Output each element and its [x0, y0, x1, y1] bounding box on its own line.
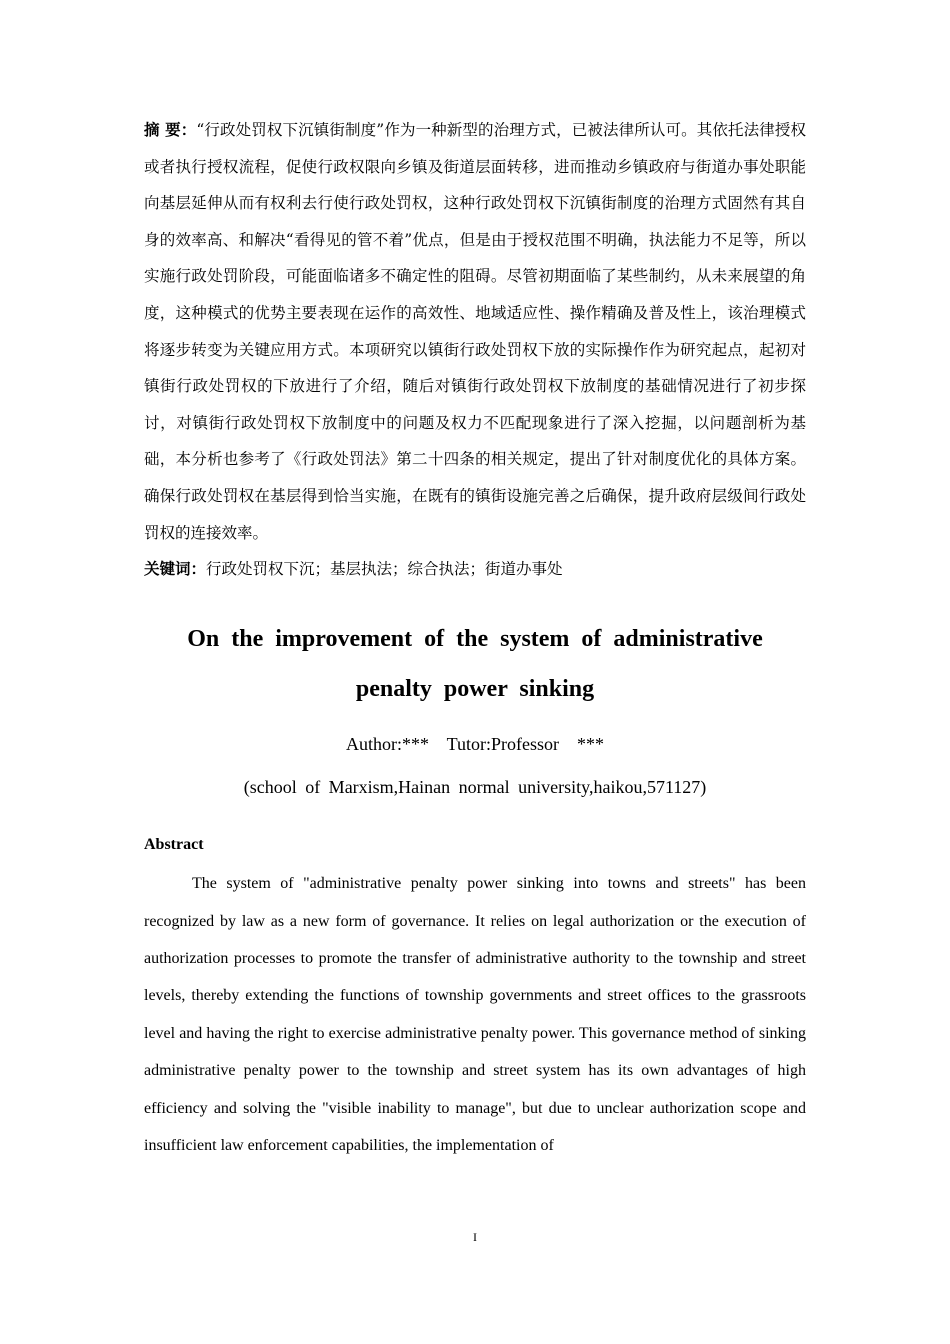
affiliation-line: (school of Marxism,Hainan normal university,haikou,571127): [243, 777, 707, 798]
english-abstract-heading: Abstract: [144, 836, 204, 854]
chinese-keywords-label: 关键词：: [144, 560, 207, 579]
chinese-abstract: [144, 112, 806, 551]
chinese-abstract-text: “行政处罚权下沉镇街制度”作为一种新型的治理方式，已被法律所认可。其依托法律授权或者执行授权流程，促使行政权限向乡镇及街道层面转移，进而推动乡镇政府与街道办事处职能向基层延伸从而有权利去行使行政处罚权，这种行政处罚权下沉镇街制度的治理方式固然有其自身的效率高、和解决“看得见的管不着”优点，但是由于授权范围不明确，执法能力不足等，所以实施行政处罚阶段，可能面临诸多不确定性的阻碍。尽管初期面临了某些制约，从未来展望的角度，这种模式的优势主要表现在运作的高效性、地域适应性、操作精确及普及性上，该治理模式将逐步转变为关键应用方式。本项研究以镇街行政处罚权下放的实际操作作为研究起点，起初对镇街行政处罚权的下放进行了介绍，随后对镇街行政处罚权下放制度的基础情况进行了初步探讨，对镇街行政处罚权下放制度中的问题及权力不匹配现象进行了深入挖掘，以问题剖析为基础，本分析也参考了《行政处罚法》第二十四条的相关规定，提出了针对制度优化的具体方案。确保行政处罚权在基层得到恰当实施，在既有的镇街设施完善之后确保，提升政府层级间行政处罚权的连接效率。: [144, 121, 806, 542]
chinese-keywords: [144, 551, 806, 587]
document-page: [144, 112, 806, 1164]
page-number: I: [473, 1230, 477, 1244]
chinese-keywords-text: 行政处罚权下沉；基层执法；综合执法；街道办事处: [206, 560, 563, 579]
english-title-line-2: penalty power sinking: [355, 676, 595, 703]
english-abstract-text: The system of "administrative penalty power sinking into towns and streets" has been recognized by law as a new form of governance. It relies on legal authorization or the execution of authorization processes to promote the transfer of administrative authority to the township and street levels, thereby extending the functions of township governments and street offices to the grassroots level and having the right to exercise administrative penalty power. This governance method of sinking administrative penalty power to the township and street system has its own advantages of high efficiency and solving the "visible inability to manage", but due to unclear authorization scope and insufficient law enforcement capabilities, the implementation of: [144, 875, 806, 1154]
chinese-abstract-label: 摘 要：: [144, 121, 197, 139]
author-line: Author:*** Tutor:Professor ***: [345, 734, 605, 755]
english-title: [144, 614, 806, 714]
english-title-line-1: On the improvement of the system of administrative: [187, 626, 763, 653]
